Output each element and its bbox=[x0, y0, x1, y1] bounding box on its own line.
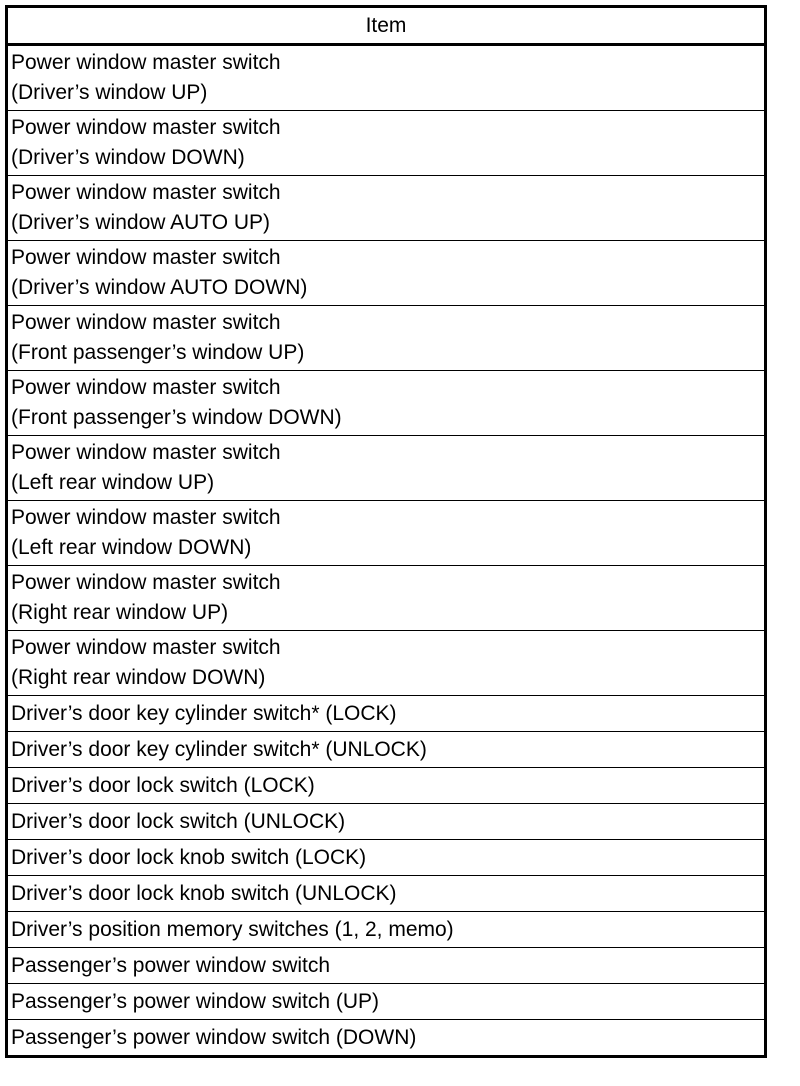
table-row bbox=[7, 804, 766, 840]
item-text: Driver’s door lock knob switch (UNLOCK) bbox=[11, 881, 397, 905]
item-cell bbox=[7, 912, 766, 948]
item-text: Driver’s door key cylinder switch* (LOCK) bbox=[11, 701, 397, 725]
item-cell bbox=[7, 241, 766, 306]
table-row bbox=[7, 732, 766, 768]
table-row bbox=[7, 1020, 766, 1057]
table-row bbox=[7, 45, 766, 111]
item-text: Passenger’s power window switch bbox=[11, 953, 331, 977]
table-body bbox=[7, 45, 766, 1057]
table-row bbox=[7, 948, 766, 984]
item-cell bbox=[7, 501, 766, 566]
item-text: Power window master switch bbox=[11, 506, 281, 529]
table-row bbox=[7, 566, 766, 631]
table-row bbox=[7, 912, 766, 948]
table-row bbox=[7, 501, 766, 566]
item-detail-text: (Driver’s window AUTO DOWN) bbox=[11, 276, 308, 299]
table-row bbox=[7, 984, 766, 1020]
item-detail-text: (Left rear window DOWN) bbox=[11, 536, 252, 559]
item-text: Driver’s door lock switch (LOCK) bbox=[11, 773, 315, 797]
item-cell bbox=[7, 371, 766, 436]
item-text: Power window master switch bbox=[11, 246, 281, 269]
item-cell bbox=[7, 696, 766, 732]
item-cell bbox=[7, 111, 766, 176]
item-cell bbox=[7, 804, 766, 840]
item-detail-text: (Front passenger’s window DOWN) bbox=[11, 406, 342, 429]
item-cell bbox=[7, 840, 766, 876]
table-row bbox=[7, 631, 766, 696]
item-text: Passenger’s power window switch (UP) bbox=[11, 989, 380, 1013]
item-cell bbox=[7, 732, 766, 768]
item-text: Driver’s door key cylinder switch* (UNLOCK) bbox=[11, 737, 427, 761]
table-row bbox=[7, 371, 766, 436]
table-row bbox=[7, 241, 766, 306]
item-cell bbox=[7, 768, 766, 804]
item-text: Power window master switch bbox=[11, 571, 281, 594]
item-detail-text: (Driver’s window DOWN) bbox=[11, 146, 245, 169]
table-row bbox=[7, 306, 766, 371]
table-row bbox=[7, 111, 766, 176]
item-text: Power window master switch bbox=[11, 181, 281, 204]
item-detail-text: (Right rear window UP) bbox=[11, 601, 229, 624]
item-text: Power window master switch bbox=[11, 116, 281, 139]
item-detail-text: (Left rear window UP) bbox=[11, 471, 215, 494]
item-detail-text: (Right rear window DOWN) bbox=[11, 666, 266, 689]
item-text: Driver’s position memory switches (1, 2, memo) bbox=[11, 917, 454, 941]
item-cell bbox=[7, 984, 766, 1020]
table-row bbox=[7, 176, 766, 241]
item-text: Power window master switch bbox=[11, 51, 281, 74]
table-row bbox=[7, 840, 766, 876]
item-detail-text: (Front passenger’s window UP) bbox=[11, 341, 305, 364]
item-cell bbox=[7, 1020, 766, 1057]
item-cell bbox=[7, 45, 766, 111]
table-row bbox=[7, 768, 766, 804]
item-cell bbox=[7, 876, 766, 912]
table-row bbox=[7, 696, 766, 732]
table-row bbox=[7, 436, 766, 501]
table-row bbox=[7, 876, 766, 912]
item-text: Driver’s door lock knob switch (LOCK) bbox=[11, 845, 367, 869]
item-text: Driver’s door lock switch (UNLOCK) bbox=[11, 809, 346, 833]
item-cell bbox=[7, 436, 766, 501]
item-text: Power window master switch bbox=[11, 441, 281, 464]
item-detail-text: (Driver’s window AUTO UP) bbox=[11, 211, 271, 234]
item-cell bbox=[7, 948, 766, 984]
item-text: Power window master switch bbox=[11, 636, 281, 659]
table-header-row bbox=[7, 7, 766, 45]
item-text: Power window master switch bbox=[11, 376, 281, 399]
item-cell bbox=[7, 631, 766, 696]
item-text: Passenger’s power window switch (DOWN) bbox=[11, 1025, 417, 1049]
items-table bbox=[5, 5, 767, 1058]
item-detail-text: (Driver’s window UP) bbox=[11, 81, 208, 104]
item-cell bbox=[7, 566, 766, 631]
item-cell bbox=[7, 306, 766, 371]
column-header-item: Item bbox=[7, 7, 766, 45]
item-cell bbox=[7, 176, 766, 241]
item-text: Power window master switch bbox=[11, 311, 281, 334]
